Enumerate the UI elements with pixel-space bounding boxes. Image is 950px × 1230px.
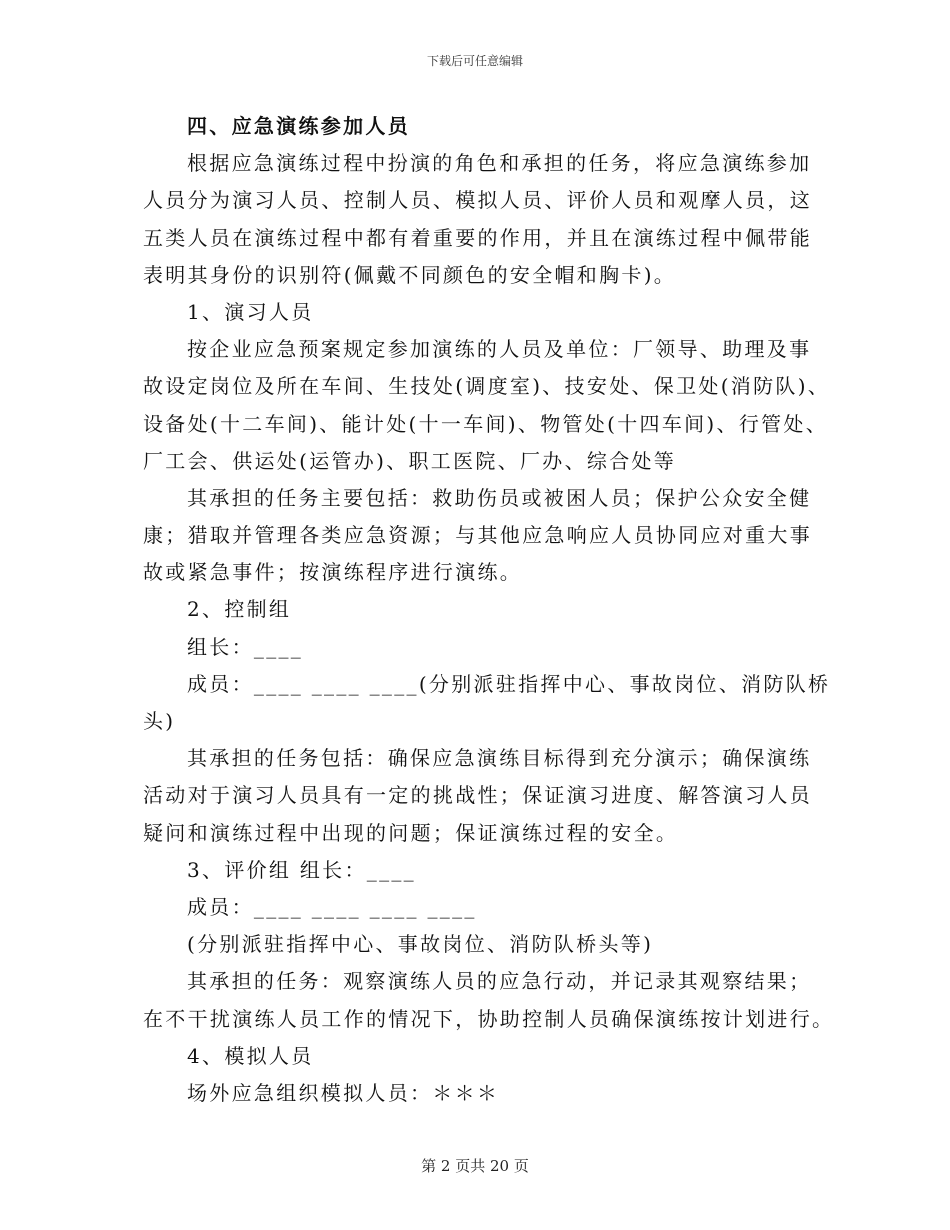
paragraph-line: 在不干扰演练人员工作的情况下，协助控制人员确保演练按计划进行。 xyxy=(143,1006,835,1031)
paragraph-line: 厂工会、供运处(运管办)、职工医院、厂办、综合处等 xyxy=(143,448,677,473)
paragraph-line: 按企业应急预案规定参加演练的人员及单位：厂领导、助理及事 xyxy=(187,337,812,362)
subsection-heading: 1、演习人员 xyxy=(187,299,314,324)
form-line: 成员：____ ____ ____ ____ xyxy=(187,894,477,919)
form-line: 成员：____ ____ ____(分别派驻指挥中心、事故岗位、消防队桥 xyxy=(187,671,831,696)
paragraph-line: 人员分为演习人员、控制人员、模拟人员、评价人员和观摩人员，这 xyxy=(143,188,812,213)
paragraph-line: 设备处(十二车间)、能计处(十一车间)、物管处(十四车间)、行管处、 xyxy=(143,411,829,436)
paragraph-line: 故或紧急事件；按演练程序进行演练。 xyxy=(143,560,523,585)
section-heading: 四、应急演练参加人员 xyxy=(187,114,410,138)
paragraph-line: 五类人员在演练过程中都有着重要的作用，并且在演练过程中佩带能 xyxy=(143,225,812,250)
paragraph-line: 表明其身份的识别符(佩戴不同颜色的安全帽和胸卡)。 xyxy=(143,262,677,287)
paragraph-line: 活动对于演习人员具有一定的挑战性；保证演习进度、解答演习人员 xyxy=(143,783,812,808)
paragraph-line: 其承担的任务：观察演练人员的应急行动，并记录其观察结果； xyxy=(187,969,812,994)
subsection-heading: 3、评价组 组长：____ xyxy=(187,857,416,882)
page-number: 第 2 页共 20 页 xyxy=(421,1157,529,1175)
header-note: 下载后可任意编辑 xyxy=(426,54,523,68)
paragraph-line: 根据应急演练过程中扮演的角色和承担的任务，将应急演练参加 xyxy=(187,151,812,176)
paragraph-line: 疑问和演练过程中出现的问题；保证演练过程的安全。 xyxy=(143,820,679,845)
subsection-heading: 4、模拟人员 xyxy=(187,1043,314,1068)
paragraph-line: 康；猎取并管理各类应急资源；与其他应急响应人员协同应对重大事 xyxy=(143,523,812,548)
paragraph-line: 其承担的任务包括：确保应急演练目标得到充分演示；确保演练 xyxy=(187,746,812,771)
subsection-heading: 2、控制组 xyxy=(187,597,292,622)
paragraph-line: 头) xyxy=(143,709,176,733)
form-line: 组长：____ xyxy=(187,634,304,659)
document-body xyxy=(143,108,835,1112)
paragraph-line: 其承担的任务主要包括：救助伤员或被困人员；保护公众安全健 xyxy=(187,485,812,510)
paragraph-line: (分别派驻指挥中心、事故岗位、消防队桥头等) xyxy=(187,932,654,957)
paragraph-line: 故设定岗位及所在车间、生技处(调度室)、技安处、保卫处(消防队)、 xyxy=(143,374,831,399)
paragraph-line: 场外应急组织模拟人员：＊＊＊ xyxy=(187,1080,500,1105)
